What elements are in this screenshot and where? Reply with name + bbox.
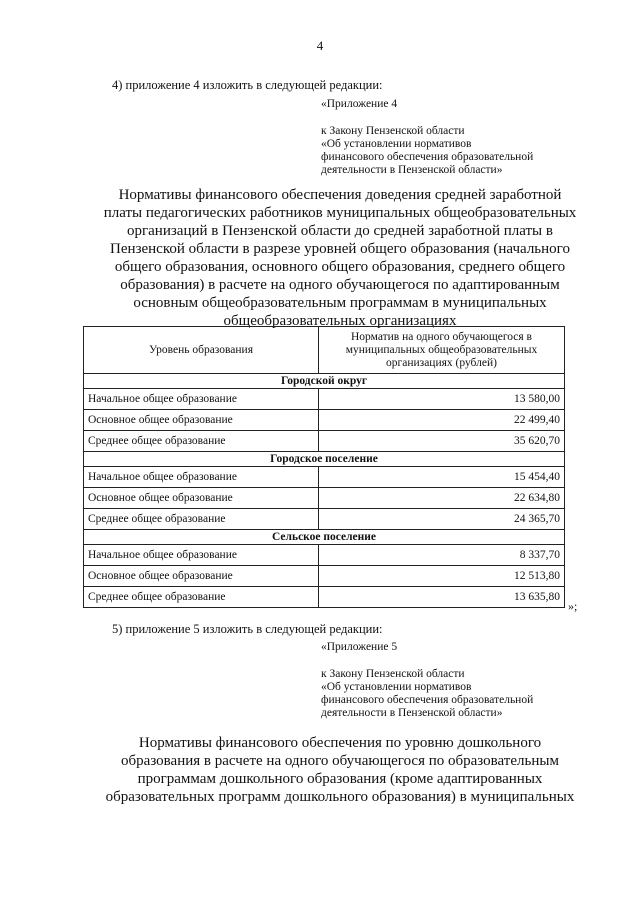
level-cell: Среднее общее образование xyxy=(84,431,319,452)
section-row xyxy=(84,374,565,389)
table-row xyxy=(84,467,565,488)
annex-line: к Закону Пензенской области xyxy=(321,125,465,137)
annex-5-reference xyxy=(321,668,533,720)
heading-line: программам дошкольного образования (кроме адаптированных xyxy=(137,771,543,787)
annex-line: деятельности в Пензенской области» xyxy=(321,707,503,719)
table-row xyxy=(84,488,565,509)
annex-line: «Об установлении нормативов xyxy=(321,138,472,150)
value-cell: 13 635,80 xyxy=(319,587,565,608)
value-cell: 15 454,40 xyxy=(319,467,565,488)
value-cell: 8 337,70 xyxy=(319,545,565,566)
annex-line: деятельности в Пензенской области» xyxy=(321,164,503,176)
col-header-norm: Норматив на одного обучающегося в муниципальных общеобразовательных организациях (рублей) xyxy=(319,327,565,374)
heading-line: организаций в Пензенской области до средней заработной платы в xyxy=(127,223,553,239)
closing-quote-mark: »; xyxy=(568,599,578,613)
annex-line: финансового обеспечения образовательной xyxy=(321,694,534,706)
heading-line: платы педагогических работников муниципальных общеобразовательных xyxy=(103,205,577,221)
table-row xyxy=(84,545,565,566)
annex-5-title: «Приложение 5 xyxy=(321,641,398,653)
annex-4-heading xyxy=(70,186,610,330)
value-cell: 22 499,40 xyxy=(319,410,565,431)
annex-line: «Об установлении нормативов xyxy=(321,681,472,693)
value-cell: 12 513,80 xyxy=(319,566,565,587)
heading-line: Нормативы финансового обеспечения доведения средней заработной xyxy=(118,187,562,203)
level-cell: Начальное общее образование xyxy=(84,389,319,410)
heading-line: образования) в расчете на одного обучающегося по адаптированным xyxy=(120,277,560,293)
section-row xyxy=(84,530,565,545)
heading-line: Нормативы финансового обеспечения по уровню дошкольного xyxy=(138,735,542,751)
col-header-level: Уровень образования xyxy=(84,327,319,374)
annex-4-reference xyxy=(321,125,533,177)
heading-line: основным общеобразовательным программам в муниципальных xyxy=(133,295,547,311)
value-cell: 13 580,00 xyxy=(319,389,565,410)
annex-line: финансового обеспечения образовательной xyxy=(321,151,534,163)
section-title: Сельское поселение xyxy=(84,530,565,545)
page-number: 4 xyxy=(316,38,324,53)
level-cell: Основное общее образование xyxy=(84,410,319,431)
heading-line: общего образования, основного общего образования, среднего общего xyxy=(114,259,566,275)
table-row xyxy=(84,587,565,608)
table-row xyxy=(84,566,565,587)
level-cell: Среднее общее образование xyxy=(84,509,319,530)
level-cell: Основное общее образование xyxy=(84,488,319,509)
level-cell: Начальное общее образование xyxy=(84,467,319,488)
heading-line: образовательных программ дошкольного образования) в муниципальных xyxy=(105,789,575,805)
value-cell: 22 634,80 xyxy=(319,488,565,509)
level-cell: Среднее общее образование xyxy=(84,587,319,608)
section-title: Городской округ xyxy=(84,374,565,389)
annex-line: к Закону Пензенской области xyxy=(321,668,465,680)
annex-5-heading xyxy=(70,734,610,806)
value-cell: 35 620,70 xyxy=(319,431,565,452)
table-row xyxy=(84,431,565,452)
table-row xyxy=(84,410,565,431)
amendment-item-5: 5) приложение 5 изложить в следующей редакции: xyxy=(112,622,383,636)
section-title: Городское поселение xyxy=(84,452,565,467)
value-cell: 24 365,70 xyxy=(319,509,565,530)
section-row xyxy=(84,452,565,467)
table-header-row xyxy=(84,327,565,374)
heading-line: общеобразовательных организациях xyxy=(223,313,457,329)
table-row xyxy=(84,509,565,530)
amendment-item-4: 4) приложение 4 изложить в следующей редакции: xyxy=(112,78,383,92)
heading-line: образования в расчете на одного обучающегося по образовательным xyxy=(121,753,559,769)
heading-line: Пензенской области в разрезе уровней общего образования (начального xyxy=(110,241,570,257)
level-cell: Начальное общее образование xyxy=(84,545,319,566)
annex-4-title: «Приложение 4 xyxy=(321,98,398,110)
table-row xyxy=(84,389,565,410)
level-cell: Основное общее образование xyxy=(84,566,319,587)
norms-table xyxy=(83,326,565,608)
